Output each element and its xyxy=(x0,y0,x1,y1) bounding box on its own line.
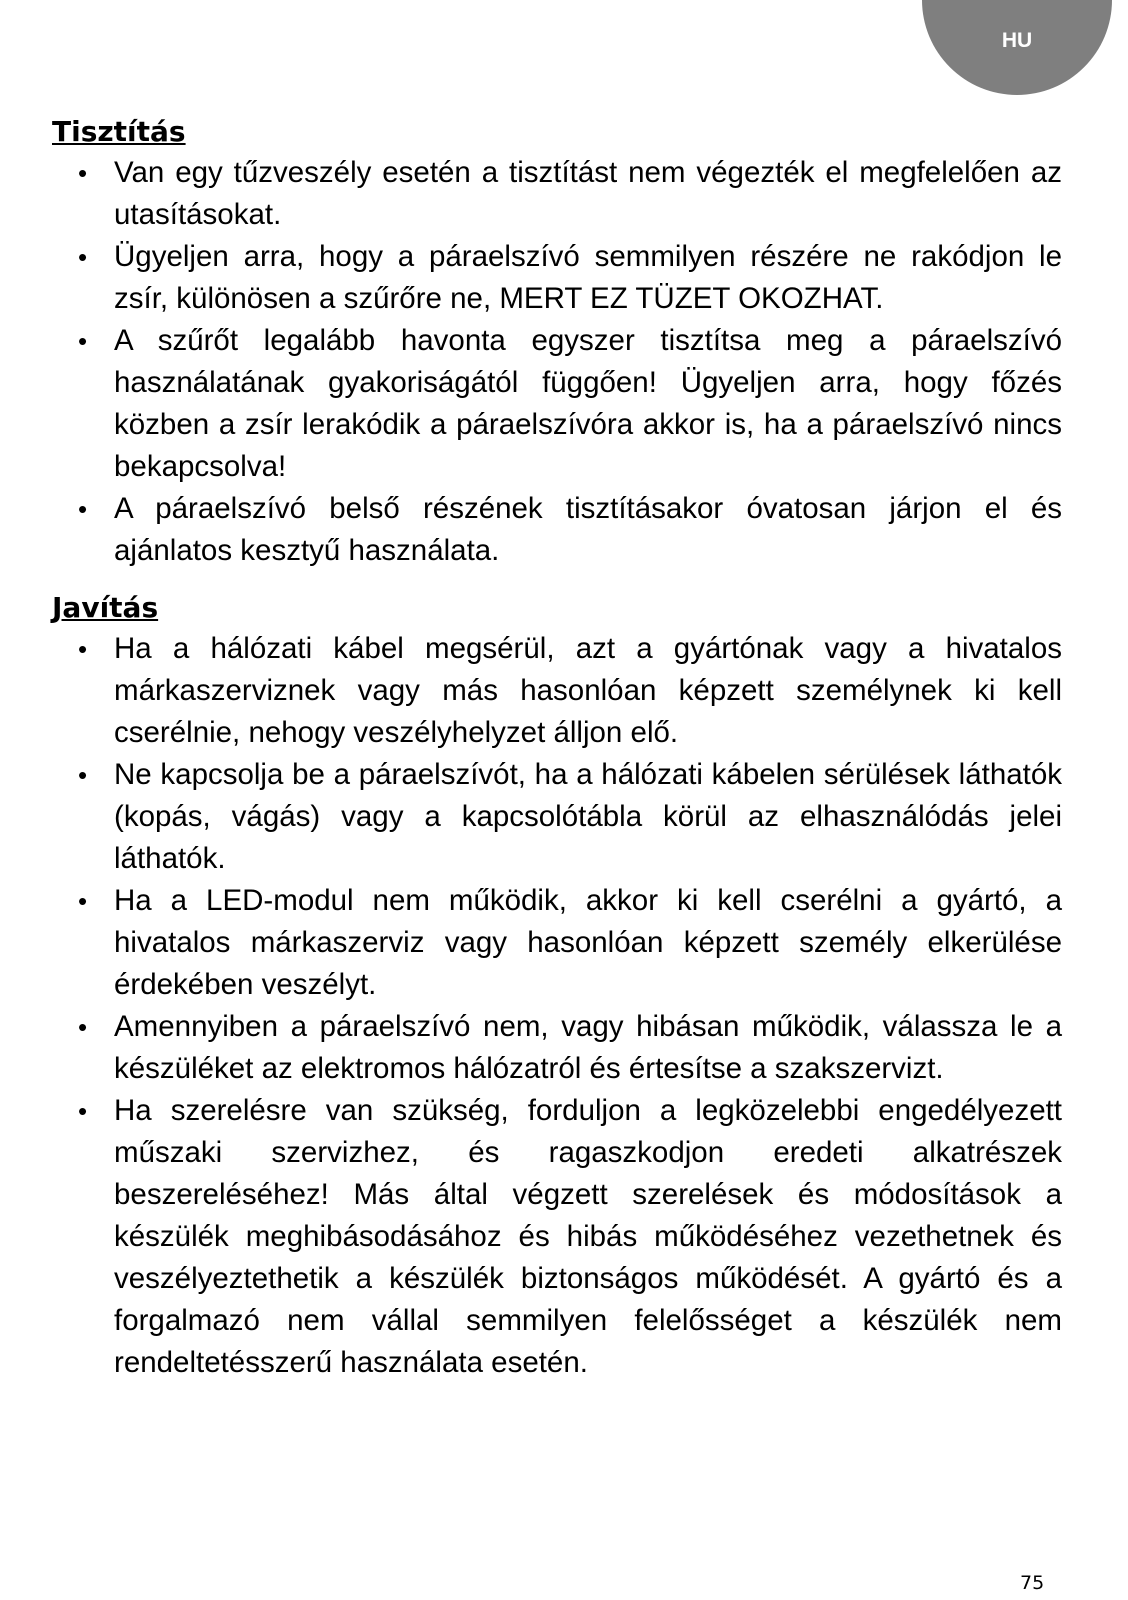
list-item: • Amennyiben a páraelszívó nem, vagy hibásan működik, válassza le a készüléket az elektromos hálózatról és értesítse a szakszervizt. xyxy=(52,1006,1062,1090)
list-item: • Ha a hálózati kábel megsérül, azt a gyártónak vagy a hivatalos márkaszerviznek vagy más hasonlóan képzett személynek ki kell cserélnie, nehogy veszélyhelyzet álljon elő. xyxy=(52,628,1062,754)
list-item: • Ne kapcsolja be a páraelszívót, ha a hálózati kábelen sérülések láthatók (kopás, vágás) vagy a kapcsolótábla körül az elhasználódás jelei láthatók. xyxy=(52,754,1062,880)
section-heading-cleaning: Tisztítás xyxy=(52,115,186,148)
list-item: • A páraelszívó belső részének tisztításakor óvatosan járjon el és ajánlatos kesztyű használata. xyxy=(52,488,1062,572)
list-item: • Van egy tűzveszély esetén a tisztítást nem végezték el megfelelően az utasításokat. xyxy=(52,152,1062,236)
repair-list xyxy=(52,628,1062,1384)
list-item: • Ha szerelésre van szükség, forduljon a legközelebbi engedélyezett műszaki szervizhez, és ragaszkodjon eredeti alkatrészek beszereléséhez! Más által végzett szerelések és módosítások a készülék meghibásodásához és hibás működéséhez vezethetnek és veszélyeztethetik a készülék biztonságos működését. A gyártó és a forgalmazó nem vállal semmilyen felelősséget a készülék nem rendeltetésszerű használata esetén. xyxy=(52,1090,1062,1384)
language-label: HU xyxy=(1001,29,1033,52)
page-number: 75 xyxy=(1020,1572,1045,1594)
section-heading-repair: Javítás xyxy=(52,591,159,624)
language-tab xyxy=(922,0,1112,95)
list-item: • Ügyeljen arra, hogy a páraelszívó semmilyen részére ne rakódjon le zsír, különösen a szűrőre ne, MERT EZ TÜZET OKOZHAT. xyxy=(52,236,1062,320)
document-body xyxy=(52,112,1062,1384)
cleaning-list xyxy=(52,152,1062,572)
list-item: • A szűrőt legalább havonta egyszer tisztítsa meg a páraelszívó használatának gyakoriságától függően! Ügyeljen arra, hogy főzés közben a zsír lerakódik a páraelszívóra akkor is, ha a páraelszívó nincs bekapcsolva! xyxy=(52,320,1062,488)
list-item: • Ha a LED-modul nem működik, akkor ki kell cserélni a gyártó, a hivatalos márkaszerviz vagy hasonlóan képzett személy elkerülése érdekében veszélyt. xyxy=(52,880,1062,1006)
